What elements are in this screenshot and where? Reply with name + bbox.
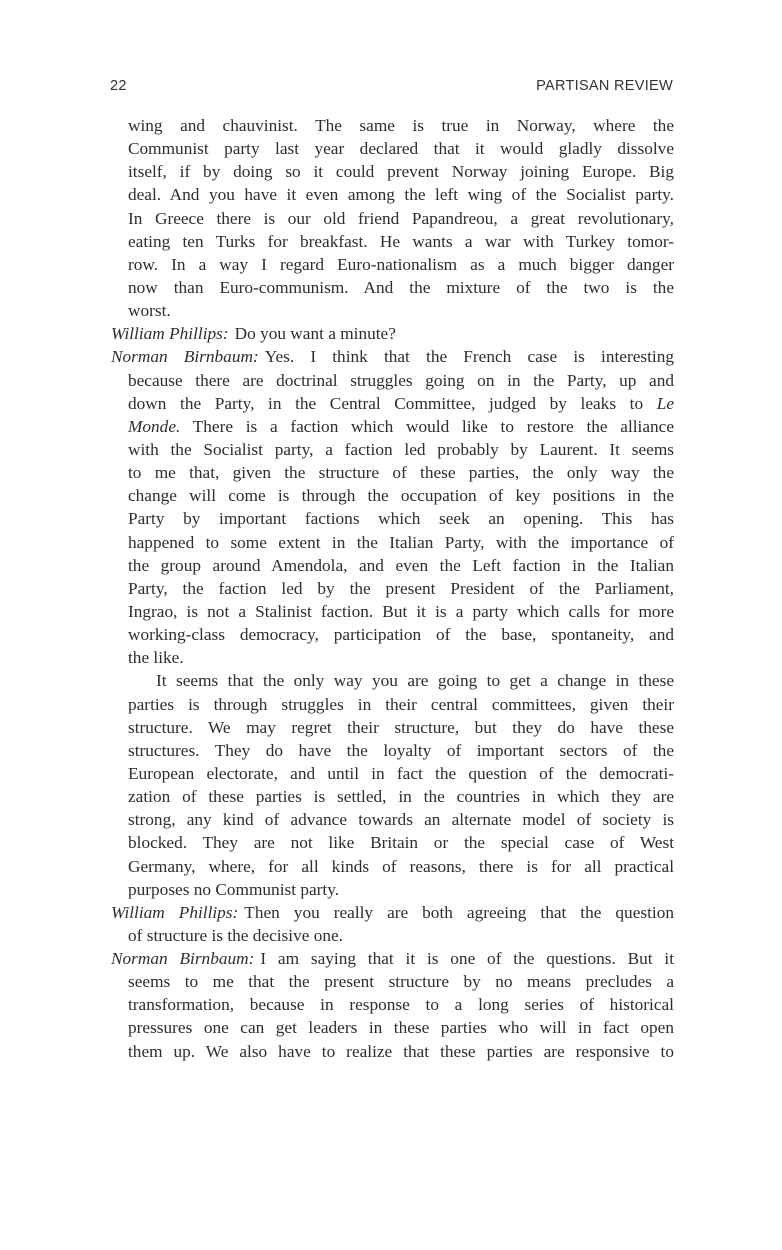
text-line [128,160,674,183]
line-text: transformation, because in response to a long series of historical [128,995,674,1015]
text-line [128,230,674,253]
text-line [128,577,674,600]
text-line [156,669,674,692]
line-text: to me that, given the structure of these parties, the only way the [128,463,674,483]
text-line [128,646,674,669]
text-line [128,924,674,947]
text-line [128,114,674,137]
text-segment: There is a faction which would like to restore the alliance [180,416,674,436]
line-text: the like. [128,648,184,668]
line-text: I am saying that it is one of the questions. But it [260,949,675,969]
paragraph [111,114,674,322]
line-text: of structure is the decisive one. [128,925,343,945]
text-line [128,554,674,577]
line-text: itself, if by doing so it could prevent Norway joining Europe. Big [128,162,674,182]
text-line [111,322,674,345]
line-text: structure. We may regret their structure, but they do have these [128,717,674,737]
speaker-name: William Phillips: [111,902,239,922]
paragraph [111,669,674,900]
line-text: Do you want a minute? [234,324,396,344]
text-line [128,1040,674,1063]
text-line [128,970,674,993]
line-text: pressures one can get leaders in these parties who will in fact open [128,1018,674,1038]
line-text: deal. And you have it even among the left wing of the Socialist party. [128,185,674,205]
text-line [128,438,674,461]
text-line [128,137,674,160]
text-line [128,415,674,438]
line-text: purposes no Communist party. [128,879,340,899]
line-text: them up. We also have to realize that these parties are responsive to [128,1041,674,1061]
speaker-name: Norman Birnbaum: [111,347,259,367]
line-text: Communist party last year declared that it would gladly dissolve [128,139,674,159]
speaker-name: William Phillips: [111,324,229,344]
line-text: change will come is through the occupation of key positions in the [128,486,674,506]
line-text: strong, any kind of advance towards an alternate model of society is [128,810,674,830]
line-text: the group around Amendola, and even the Left faction in the Italian [128,555,674,575]
text-line [128,299,674,322]
text-line [128,600,674,623]
speaker-name: Norman Birnbaum: [111,949,255,969]
text-line [128,1016,674,1039]
italic-text: Monde. [128,416,181,436]
text-line [128,276,674,299]
article-body [111,114,674,1063]
line-text: wing and chauvinist. The same is true in Norway, where the [128,116,674,135]
text-line [128,993,674,1016]
line-text: Ingrao, is not a Stalinist faction. But it is a party which calls for more [128,601,674,621]
line-text: In Greece there is our old friend Papandreou, a great revolutionary, [128,208,674,228]
dialogue-paragraph [111,322,674,345]
running-header [110,78,673,98]
line-text: blocked. They are not like Britain or the special case of West [128,833,674,853]
text-line [128,207,674,230]
line-text: Party, the faction led by the present President of the Parliament, [128,578,674,598]
line-text: European electorate, and until in fact the question of the democrati- [128,763,674,783]
line-text: working-class democracy, participation of the base, spontaneity, and [128,625,674,645]
dialogue-paragraph [111,901,674,947]
text-line [128,253,674,276]
text-line [111,345,674,368]
text-line [128,808,674,831]
text-line [128,531,674,554]
line-text: It seems that the only way you are going to get a change in these [156,671,674,691]
line-text: happened to some extent in the Italian Party, with the importance of [128,532,674,552]
text-segment: down the Party, in the Central Committee, judged by leaks to [128,393,657,413]
line-text: row. In a way I regard Euro-nationalism as a much bigger danger [128,254,674,274]
text-line [111,901,674,924]
line-text: Yes. I think that the French case is interesting [264,347,674,367]
line-text: Then you really are both agreeing that the question [244,902,674,922]
text-line [128,716,674,739]
line-text: because there are doctrinal struggles going on in the Party, up and [128,370,674,390]
line-text: zation of these parties is settled, in the countries in which they are [128,787,674,807]
text-line [128,623,674,646]
dialogue-paragraph [111,345,674,669]
text-line [128,369,674,392]
line-text: seems to me that the present structure by no means precludes a [128,972,674,992]
line-text: Party by important factions which seek an opening. This has [128,509,674,529]
text-line [128,183,674,206]
text-line [128,855,674,878]
dialogue-paragraph [111,947,674,1063]
line-text: worst. [128,301,171,321]
line-text: Germany, where, for all kinds of reasons, there is for all practical [128,856,674,876]
text-line [128,484,674,507]
text-line [128,739,674,762]
text-line [128,507,674,530]
text-line [128,762,674,785]
text-line [111,947,674,970]
page-number: 22 [110,78,127,94]
text-line [128,831,674,854]
line-text: structures. They do have the loyalty of important sectors of the [128,740,674,760]
text-line [128,461,674,484]
line-text: eating ten Turks for breakfast. He wants a war with Turkey tomor- [128,231,674,251]
line-text: now than Euro-communism. And the mixture of the two is the [128,277,674,297]
text-line [128,693,674,716]
running-title: PARTISAN REVIEW [536,78,673,94]
text-line [128,878,674,901]
text-line [128,785,674,808]
line-text: with the Socialist party, a faction led probably by Laurent. It seems [128,439,674,459]
text-line [128,392,674,415]
line-text: parties is through struggles in their central committees, given their [128,694,674,714]
italic-text: Le [656,393,674,413]
